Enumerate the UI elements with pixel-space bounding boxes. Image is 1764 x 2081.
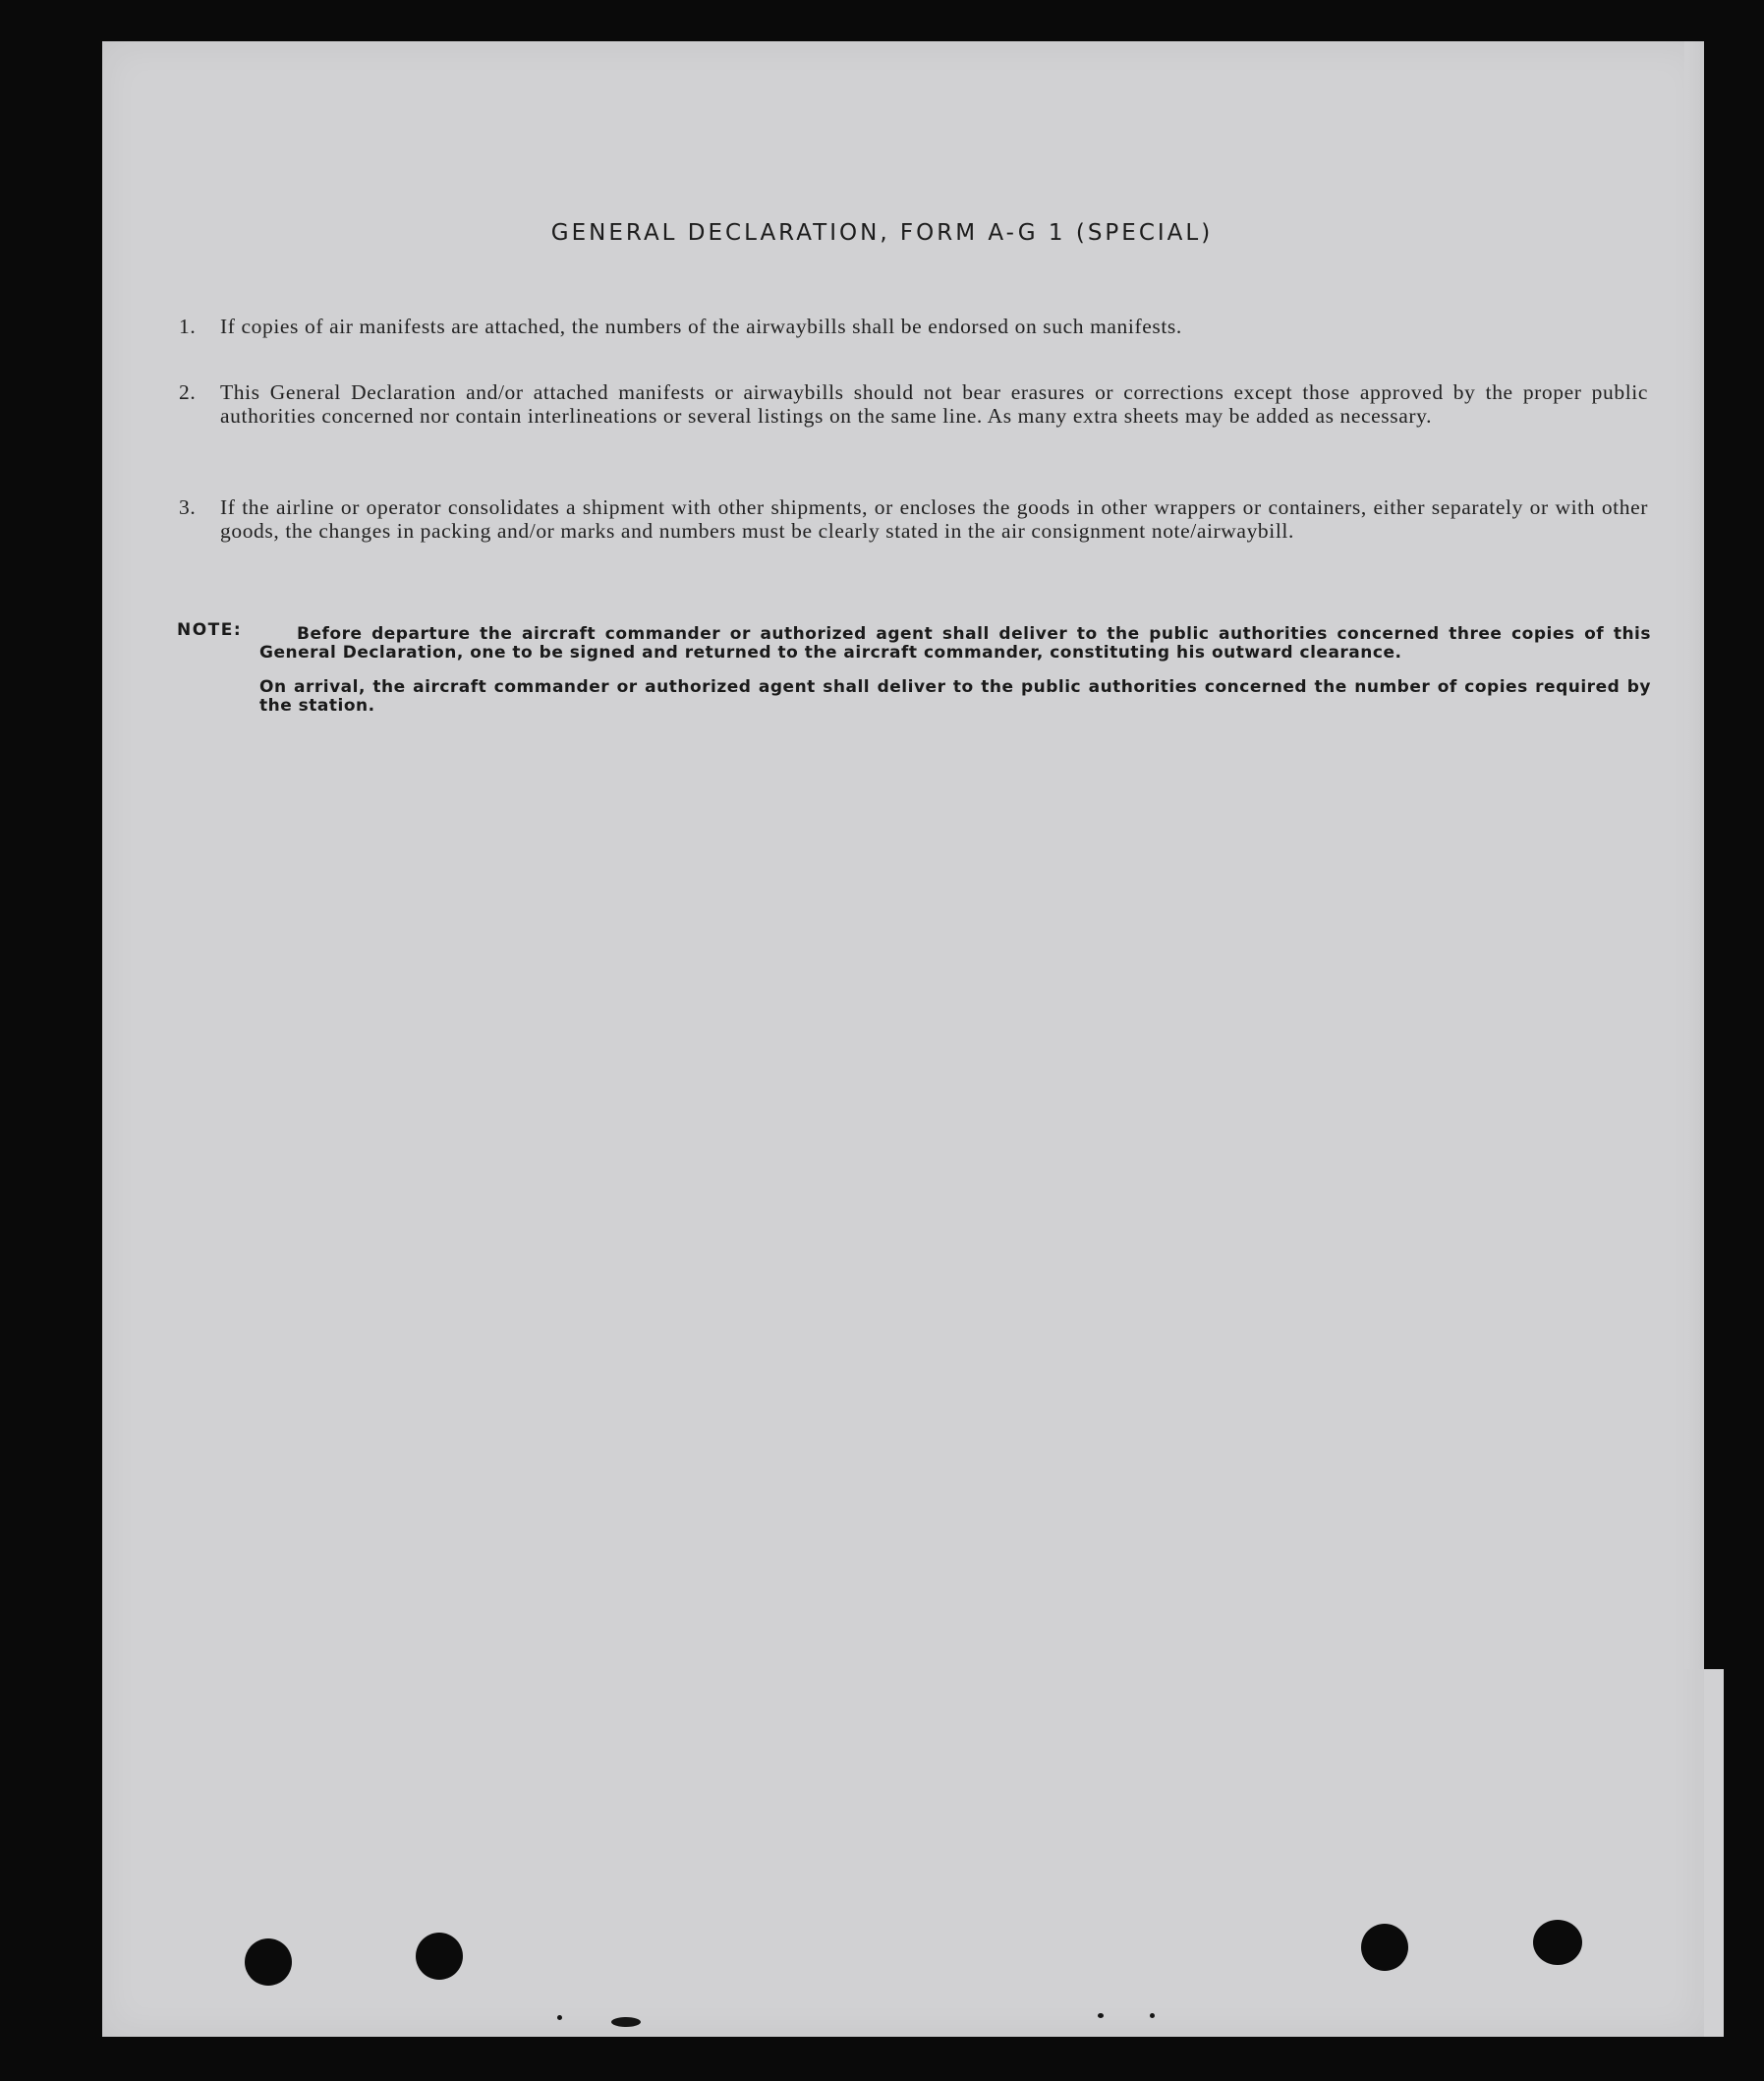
punch-hole [245,1938,292,1986]
item-text: If copies of air manifests are attached, the numbers of the airwaybills shall be endorsed on such manifests. [220,315,1182,338]
page-edge-shadow [1684,41,1704,1669]
item-number: 1. [179,315,197,338]
note-paragraph-departure: Before departure the aircraft commander or authorized agent shall deliver to the public authorities concerned three copies of this General Declaration, one to be signed and returned to the aircraft commander, constituting his outward clearance. [259,624,1651,663]
form-title: GENERAL DECLARATION, FORM A-G 1 (SPECIAL) [550,220,1214,246]
item-text: This General Declaration and/or attached manifests or airwaybills should not bear erasures or corrections except those approved by the proper public authorities concerned nor contain interlineations or several listings on the same line. As many extra sheets may be added as necessary. [220,380,1648,428]
item-text: If the airline or operator consolidates a shipment with other shipments, or encloses the goods in other wrappers or containers, either separately or with other goods, the changes in packing and/or marks and numbers must be clearly stated in the air consignment note/airwaybill. [220,495,1648,543]
ink-speck [557,2015,562,2020]
item-number: 3. [179,495,197,519]
page-tab [1704,1669,1724,2037]
document-page [102,41,1704,2037]
ink-speck [611,2017,641,2027]
punch-hole [1533,1920,1582,1965]
item-number: 2. [179,380,197,404]
punch-hole [1361,1924,1408,1971]
note-paragraph-arrival: On arrival, the aircraft commander or authorized agent shall deliver to the public authorities concerned the number of copies required by the station. [259,677,1651,716]
note-label: NOTE: [177,620,243,640]
ink-speck [1098,2013,1104,2018]
punch-hole [416,1933,463,1980]
ink-speck [1150,2013,1155,2018]
